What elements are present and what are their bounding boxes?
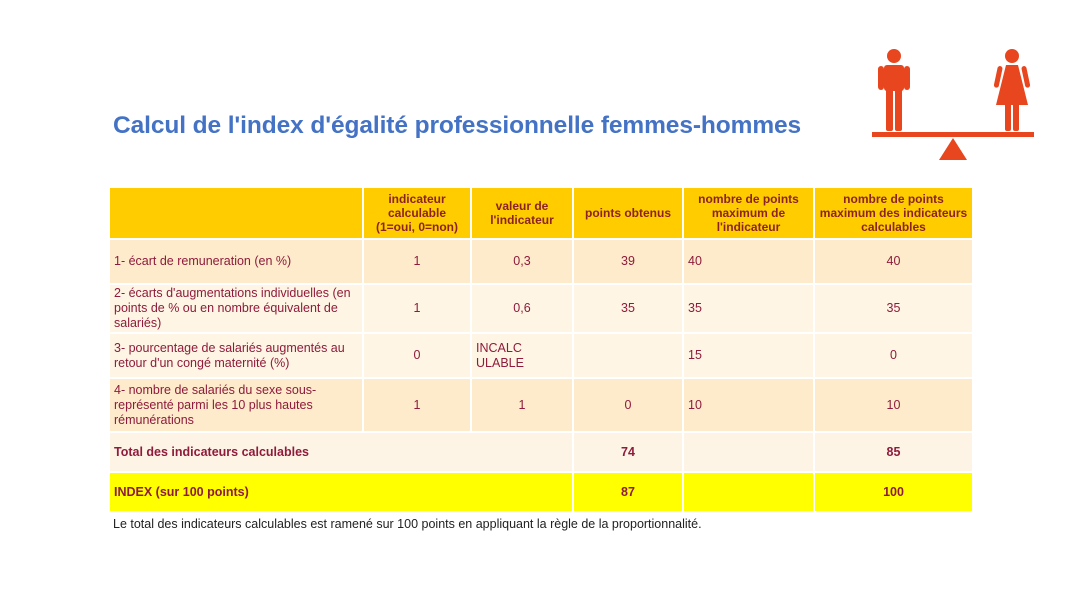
cell-calculable: 0 bbox=[364, 334, 470, 377]
total-row bbox=[110, 433, 972, 471]
header-cell-max-indicateur: nombre de points maximum de l'indicateur bbox=[684, 188, 813, 238]
cell-max-calculables: 10 bbox=[815, 379, 972, 431]
row-label: 4- nombre de salariés du sexe sous-représenté parmi les 10 plus hautes rémunérations bbox=[110, 379, 362, 431]
cell-max-calculables: 40 bbox=[815, 240, 972, 283]
header-cell-valeur: valeur de l'indicateur bbox=[472, 188, 572, 238]
index-points: 87 bbox=[574, 473, 682, 511]
total-empty bbox=[684, 433, 813, 471]
cell-valeur: 0,6 bbox=[472, 285, 572, 332]
table-row bbox=[110, 379, 972, 431]
table-header-row bbox=[110, 188, 972, 238]
index-row bbox=[110, 473, 972, 511]
cell-valeur: 1 bbox=[472, 379, 572, 431]
total-points: 74 bbox=[574, 433, 682, 471]
cell-max-indicateur: 15 bbox=[684, 334, 813, 377]
row-label: 1- écart de remuneration (en %) bbox=[110, 240, 362, 283]
cell-calculable: 1 bbox=[364, 285, 470, 332]
header-cell-max-calculables: nombre de points maximum des indicateurs calculables bbox=[815, 188, 972, 238]
cell-calculable: 1 bbox=[364, 240, 470, 283]
total-label: Total des indicateurs calculables bbox=[110, 433, 572, 471]
header-cell-calculable: indicateur calculable (1=oui, 0=non) bbox=[364, 188, 470, 238]
total-max-calculables: 85 bbox=[815, 433, 972, 471]
cell-points: 0 bbox=[574, 379, 682, 431]
header-cell-points: points obtenus bbox=[574, 188, 682, 238]
row-label: 3- pourcentage de salariés augmentés au retour d'un congé maternité (%) bbox=[110, 334, 362, 377]
table-row bbox=[110, 334, 972, 377]
index-label: INDEX (sur 100 points) bbox=[110, 473, 572, 511]
cell-valeur: 0,3 bbox=[472, 240, 572, 283]
index-empty bbox=[684, 473, 813, 511]
row-label: 2- écarts d'augmentations individuelles (en points de % ou en nombre équivalent de salariés) bbox=[110, 285, 362, 332]
table-row bbox=[110, 240, 972, 283]
table-row bbox=[110, 285, 972, 332]
cell-valeur-text: INCALC ULABLE bbox=[476, 340, 524, 370]
footnote: Le total des indicateurs calculables est ramené sur 100 points en appliquant la règle de la proportionnalité. bbox=[113, 517, 702, 531]
header-cell-label bbox=[110, 188, 362, 238]
cell-max-indicateur: 10 bbox=[684, 379, 813, 431]
cell-max-calculables: 0 bbox=[815, 334, 972, 377]
cell-points: 35 bbox=[574, 285, 682, 332]
cell-max-indicateur: 40 bbox=[684, 240, 813, 283]
cell-calculable: 1 bbox=[364, 379, 470, 431]
cell-valeur bbox=[472, 334, 572, 377]
page-title: Calcul de l'index d'égalité professionnelle femmes-hommes bbox=[113, 112, 802, 139]
index-table bbox=[108, 186, 974, 513]
cell-points bbox=[574, 334, 682, 377]
cell-points: 39 bbox=[574, 240, 682, 283]
index-max-calculables: 100 bbox=[815, 473, 972, 511]
gender-equality-balance-icon bbox=[868, 44, 1036, 162]
cell-max-indicateur: 35 bbox=[684, 285, 813, 332]
cell-max-calculables: 35 bbox=[815, 285, 972, 332]
